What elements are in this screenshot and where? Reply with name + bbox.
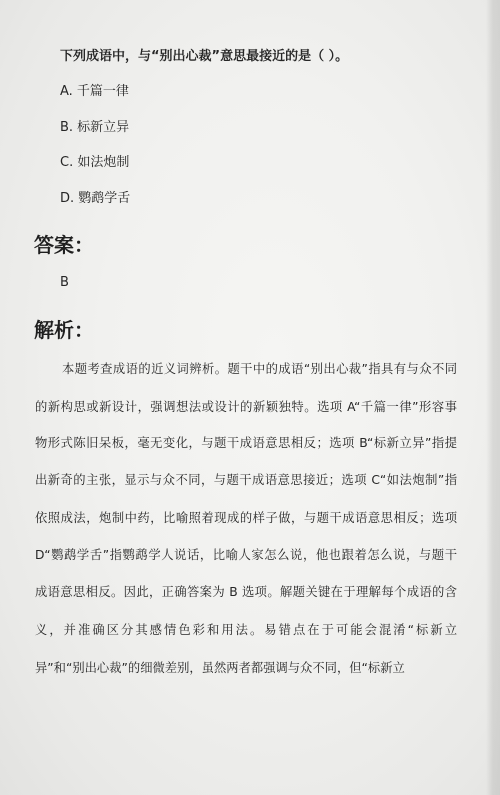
option-b: B. 标新立异	[60, 120, 130, 135]
option-c: C. 如法炮制	[60, 155, 130, 170]
analysis-line: D“鹦鹉学舌”指鹦鹉学人说话，比喻人家怎么说，他也跟着怎么说，与题干	[35, 548, 457, 562]
answer-heading: 答案：	[34, 233, 94, 257]
analysis-line: 依照成法，炮制中药，比喻照着现成的样子做，与题干成语意思相反；选项	[35, 511, 457, 525]
analysis-line: 的新构思或新设计，强调想法或设计的新颖独特。选项 A“千篇一律”形容事	[35, 400, 457, 414]
option-d: D. 鹦鹉学舌	[60, 191, 131, 206]
option-a: A. 千篇一律	[60, 84, 129, 99]
analysis-line: 义，并准确区分其感情色彩和用法。易错点在于可能会混淆“标新立	[35, 623, 457, 637]
analysis-heading: 解析：	[34, 318, 94, 342]
analysis-line: 成语意思相反。因此，正确答案为 B 选项。解题关键在于理解每个成语的含	[35, 585, 457, 599]
answer-value: B	[60, 275, 69, 290]
question-stem: 下列成语中，与“别出心裁”意思最接近的是（ ）。	[60, 49, 349, 64]
analysis-line: 本题考查成语的近义词辨析。题干中的成语“别出心裁”指具有与众不同	[62, 362, 457, 376]
analysis-line: 出新奇的主张，显示与众不同，与题干成语意思接近；选项 C“如法炮制”指	[35, 473, 457, 487]
analysis-line: 异”和“别出心裁”的细微差别，虽然两者都强调与众不同，但“标新立	[35, 661, 405, 675]
analysis-line: 物形式陈旧呆板，毫无变化，与题干成语意思相反；选项 B“标新立异”指提	[35, 436, 457, 450]
